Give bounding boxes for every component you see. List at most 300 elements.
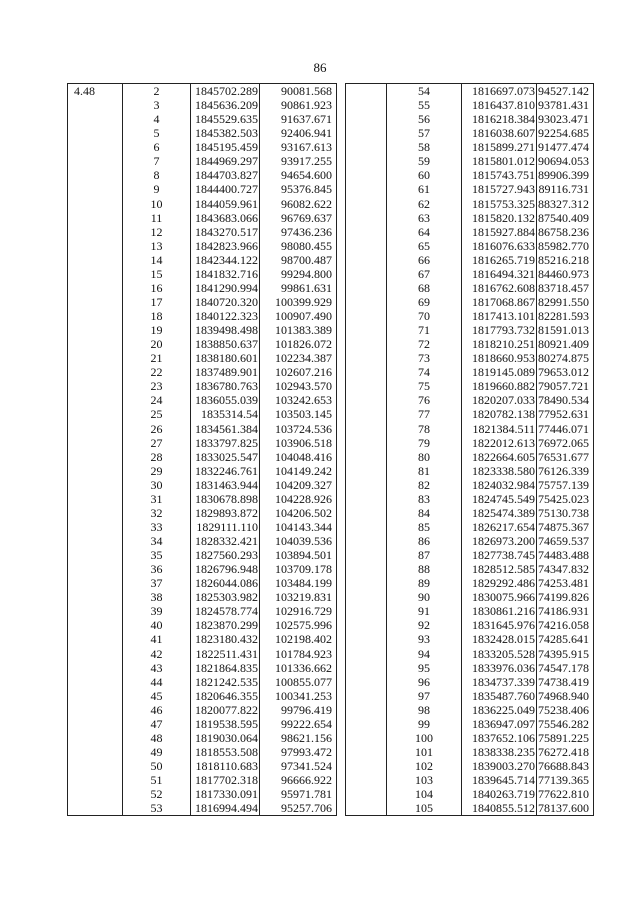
y-coordinate-cell: 78137.600 xyxy=(537,801,594,816)
y-coordinate-cell: 81591.013 xyxy=(537,323,594,337)
x-coordinate-cell: 1832428.015 xyxy=(462,632,537,646)
y-coordinate-cell: 85982.770 xyxy=(537,239,594,253)
point-number-cell: 25 xyxy=(123,407,191,421)
point-number-cell: 43 xyxy=(123,661,191,675)
point-number-cell: 51 xyxy=(123,773,191,787)
table-row xyxy=(68,126,337,140)
label-cell xyxy=(346,590,387,604)
x-coordinate-cell: 1816218.384 xyxy=(462,112,537,126)
y-coordinate-cell: 74186.931 xyxy=(537,604,594,618)
label-cell xyxy=(68,379,123,393)
table-row xyxy=(346,309,594,323)
table-row xyxy=(346,422,594,436)
x-coordinate-cell: 1823180.432 xyxy=(191,632,260,646)
point-number-cell: 49 xyxy=(123,745,191,759)
label-cell xyxy=(68,267,123,281)
y-coordinate-cell: 100399.929 xyxy=(260,295,337,309)
point-number-cell: 33 xyxy=(123,520,191,534)
y-coordinate-cell: 91637.671 xyxy=(260,112,337,126)
table-row xyxy=(346,759,594,773)
label-cell xyxy=(346,126,387,140)
label-cell xyxy=(68,337,123,351)
table-row xyxy=(68,632,337,646)
point-number-cell: 37 xyxy=(123,576,191,590)
point-number-cell: 97 xyxy=(387,689,462,703)
table-row xyxy=(346,801,594,816)
label-cell xyxy=(68,239,123,253)
label-cell xyxy=(68,534,123,548)
table-row xyxy=(346,661,594,675)
x-coordinate-cell: 1829111.110 xyxy=(191,520,260,534)
x-coordinate-cell: 1843683.066 xyxy=(191,211,260,225)
x-coordinate-cell: 1819538.595 xyxy=(191,717,260,731)
y-coordinate-cell: 75238.406 xyxy=(537,703,594,717)
point-number-cell: 60 xyxy=(387,168,462,182)
point-number-cell: 3 xyxy=(123,98,191,112)
x-coordinate-cell: 1836225.049 xyxy=(462,703,537,717)
table-row xyxy=(346,450,594,464)
point-number-cell: 96 xyxy=(387,675,462,689)
y-coordinate-cell: 96666.922 xyxy=(260,773,337,787)
y-coordinate-cell: 76272.418 xyxy=(537,745,594,759)
label-cell xyxy=(346,464,387,478)
point-number-cell: 30 xyxy=(123,478,191,492)
label-cell xyxy=(68,182,123,196)
y-coordinate-cell: 104039.536 xyxy=(260,534,337,548)
table-row xyxy=(346,576,594,590)
label-cell xyxy=(68,618,123,632)
table-row xyxy=(346,112,594,126)
x-coordinate-cell: 1840263.719 xyxy=(462,787,537,801)
y-coordinate-cell: 99222.654 xyxy=(260,717,337,731)
label-cell xyxy=(68,590,123,604)
point-number-cell: 29 xyxy=(123,464,191,478)
label-cell xyxy=(346,520,387,534)
y-coordinate-cell: 74968.940 xyxy=(537,689,594,703)
label-cell xyxy=(68,548,123,562)
table-row xyxy=(346,520,594,534)
label-cell xyxy=(68,126,123,140)
y-coordinate-cell: 103242.653 xyxy=(260,393,337,407)
point-number-cell: 10 xyxy=(123,197,191,211)
point-number-cell: 78 xyxy=(387,422,462,436)
x-coordinate-cell: 1844059.961 xyxy=(191,197,260,211)
y-coordinate-cell: 74875.367 xyxy=(537,520,594,534)
x-coordinate-cell: 1832246.761 xyxy=(191,464,260,478)
y-coordinate-cell: 75891.225 xyxy=(537,731,594,745)
table-row xyxy=(68,422,337,436)
label-cell xyxy=(346,562,387,576)
x-coordinate-cell: 1819660.882 xyxy=(462,379,537,393)
x-coordinate-cell: 1837489.901 xyxy=(191,365,260,379)
label-cell xyxy=(346,787,387,801)
x-coordinate-cell: 1828512.585 xyxy=(462,562,537,576)
point-number-cell: 91 xyxy=(387,604,462,618)
x-coordinate-cell: 1817702.318 xyxy=(191,773,260,787)
table-row xyxy=(68,337,337,351)
point-number-cell: 80 xyxy=(387,450,462,464)
y-coordinate-cell: 91477.474 xyxy=(537,140,594,154)
x-coordinate-cell: 1820207.033 xyxy=(462,393,537,407)
x-coordinate-cell: 1836780.763 xyxy=(191,379,260,393)
y-coordinate-cell: 79653.012 xyxy=(537,365,594,379)
label-cell xyxy=(68,211,123,225)
label-cell xyxy=(68,309,123,323)
x-coordinate-cell: 1827560.293 xyxy=(191,548,260,562)
label-cell xyxy=(346,731,387,745)
label-cell xyxy=(68,140,123,154)
x-coordinate-cell: 1816076.633 xyxy=(462,239,537,253)
label-cell xyxy=(346,506,387,520)
x-coordinate-cell: 1815743.751 xyxy=(462,168,537,182)
x-coordinate-cell: 1821384.511 xyxy=(462,422,537,436)
table-row xyxy=(68,745,337,759)
table-row xyxy=(68,393,337,407)
point-number-cell: 64 xyxy=(387,225,462,239)
label-cell xyxy=(68,731,123,745)
x-coordinate-cell: 1834737.339 xyxy=(462,675,537,689)
label-cell xyxy=(68,632,123,646)
table-row xyxy=(68,351,337,365)
x-coordinate-cell: 1840122.323 xyxy=(191,309,260,323)
label-cell xyxy=(68,689,123,703)
label-cell xyxy=(68,801,123,816)
label-cell xyxy=(68,450,123,464)
label-cell xyxy=(346,239,387,253)
label-cell xyxy=(68,464,123,478)
point-number-cell: 57 xyxy=(387,126,462,140)
y-coordinate-cell: 76126.339 xyxy=(537,464,594,478)
table-row xyxy=(346,492,594,506)
table-row xyxy=(68,661,337,675)
x-coordinate-cell: 1815727.943 xyxy=(462,182,537,196)
table-row xyxy=(68,450,337,464)
y-coordinate-cell: 97341.524 xyxy=(260,759,337,773)
point-number-cell: 27 xyxy=(123,436,191,450)
table-row xyxy=(68,323,337,337)
label-cell xyxy=(68,745,123,759)
coordinates-table-left xyxy=(67,83,337,816)
table-row xyxy=(68,773,337,787)
x-coordinate-cell: 1823870.299 xyxy=(191,618,260,632)
label-cell xyxy=(346,703,387,717)
y-coordinate-cell: 102234.387 xyxy=(260,351,337,365)
x-coordinate-cell: 1835487.760 xyxy=(462,689,537,703)
x-coordinate-cell: 1836947.097 xyxy=(462,717,537,731)
point-number-cell: 16 xyxy=(123,281,191,295)
label-cell xyxy=(68,787,123,801)
point-number-cell: 38 xyxy=(123,590,191,604)
x-coordinate-cell: 1837652.106 xyxy=(462,731,537,745)
label-cell xyxy=(346,295,387,309)
point-number-cell: 8 xyxy=(123,168,191,182)
table-row xyxy=(68,801,337,816)
table-row xyxy=(346,787,594,801)
label-cell xyxy=(68,112,123,126)
point-number-cell: 79 xyxy=(387,436,462,450)
point-number-cell: 7 xyxy=(123,154,191,168)
label-cell xyxy=(346,281,387,295)
table-row xyxy=(346,773,594,787)
table-row xyxy=(346,745,594,759)
x-coordinate-cell: 1841290.994 xyxy=(191,281,260,295)
x-coordinate-cell: 1817413.101 xyxy=(462,309,537,323)
x-coordinate-cell: 1826973.200 xyxy=(462,534,537,548)
label-cell xyxy=(346,801,387,816)
y-coordinate-cell: 101826.072 xyxy=(260,337,337,351)
y-coordinate-cell: 104228.926 xyxy=(260,492,337,506)
point-number-cell: 104 xyxy=(387,787,462,801)
table-row xyxy=(346,632,594,646)
table-row xyxy=(68,492,337,506)
y-coordinate-cell: 74738.419 xyxy=(537,675,594,689)
x-coordinate-cell: 1831645.976 xyxy=(462,618,537,632)
table-row xyxy=(68,562,337,576)
point-number-cell: 41 xyxy=(123,632,191,646)
point-number-cell: 103 xyxy=(387,773,462,787)
table-row xyxy=(68,295,337,309)
point-number-cell: 32 xyxy=(123,506,191,520)
point-number-cell: 45 xyxy=(123,689,191,703)
coordinates-table-right xyxy=(345,83,594,816)
point-number-cell: 63 xyxy=(387,211,462,225)
y-coordinate-cell: 101336.662 xyxy=(260,661,337,675)
table-row xyxy=(68,548,337,562)
x-coordinate-cell: 1843270.517 xyxy=(191,225,260,239)
table-row xyxy=(68,436,337,450)
point-number-cell: 35 xyxy=(123,548,191,562)
label-cell xyxy=(68,422,123,436)
y-coordinate-cell: 77622.810 xyxy=(537,787,594,801)
label-cell xyxy=(346,661,387,675)
label-cell xyxy=(346,407,387,421)
x-coordinate-cell: 1839645.714 xyxy=(462,773,537,787)
label-cell xyxy=(346,632,387,646)
point-number-cell: 95 xyxy=(387,661,462,675)
y-coordinate-cell: 86758.236 xyxy=(537,225,594,239)
label-cell xyxy=(346,534,387,548)
table-row xyxy=(68,703,337,717)
point-number-cell: 6 xyxy=(123,140,191,154)
x-coordinate-cell: 1839003.270 xyxy=(462,759,537,773)
x-coordinate-cell: 1824745.549 xyxy=(462,492,537,506)
label-cell xyxy=(68,576,123,590)
point-number-cell: 68 xyxy=(387,281,462,295)
label-cell xyxy=(346,436,387,450)
table-row xyxy=(346,140,594,154)
table-row xyxy=(68,407,337,421)
x-coordinate-cell: 1822511.431 xyxy=(191,647,260,661)
point-number-cell: 94 xyxy=(387,647,462,661)
table-label: 4.48 xyxy=(68,84,123,99)
table-row xyxy=(68,618,337,632)
page-number: 86 xyxy=(313,60,327,75)
label-cell xyxy=(346,759,387,773)
y-coordinate-cell: 78490.534 xyxy=(537,393,594,407)
x-coordinate-cell: 1824578.774 xyxy=(191,604,260,618)
x-coordinate-cell: 1826044.086 xyxy=(191,576,260,590)
label-cell xyxy=(68,647,123,661)
y-coordinate-cell: 90861.923 xyxy=(260,98,337,112)
y-coordinate-cell: 93167.613 xyxy=(260,140,337,154)
y-coordinate-cell: 99294.800 xyxy=(260,267,337,281)
point-number-cell: 81 xyxy=(387,464,462,478)
y-coordinate-cell: 99861.631 xyxy=(260,281,337,295)
point-number-cell: 82 xyxy=(387,478,462,492)
x-coordinate-cell: 1840720.320 xyxy=(191,295,260,309)
point-number-cell: 87 xyxy=(387,548,462,562)
point-number-cell: 28 xyxy=(123,450,191,464)
y-coordinate-cell: 74347.832 xyxy=(537,562,594,576)
label-cell xyxy=(68,675,123,689)
table-row xyxy=(68,379,337,393)
y-coordinate-cell: 76972.065 xyxy=(537,436,594,450)
table-row xyxy=(68,84,337,99)
table-row xyxy=(68,731,337,745)
table-row xyxy=(68,239,337,253)
label-cell xyxy=(346,197,387,211)
table-row xyxy=(68,675,337,689)
y-coordinate-cell: 76531.677 xyxy=(537,450,594,464)
x-coordinate-cell: 1845529.635 xyxy=(191,112,260,126)
y-coordinate-cell: 104206.502 xyxy=(260,506,337,520)
x-coordinate-cell: 1817793.732 xyxy=(462,323,537,337)
table-row xyxy=(346,436,594,450)
table-row xyxy=(346,351,594,365)
y-coordinate-cell: 74395.915 xyxy=(537,647,594,661)
x-coordinate-cell: 1818110.683 xyxy=(191,759,260,773)
table-row xyxy=(346,253,594,267)
point-number-cell: 56 xyxy=(387,112,462,126)
point-number-cell: 20 xyxy=(123,337,191,351)
x-coordinate-cell: 1816994.494 xyxy=(191,801,260,816)
x-coordinate-cell: 1815899.271 xyxy=(462,140,537,154)
table-row xyxy=(68,717,337,731)
table-row xyxy=(346,379,594,393)
x-coordinate-cell: 1833976.036 xyxy=(462,661,537,675)
x-coordinate-cell: 1820646.355 xyxy=(191,689,260,703)
label-cell xyxy=(346,478,387,492)
label-cell xyxy=(68,478,123,492)
x-coordinate-cell: 1840855.512 xyxy=(462,801,537,816)
point-number-cell: 52 xyxy=(123,787,191,801)
x-coordinate-cell: 1822664.605 xyxy=(462,450,537,464)
y-coordinate-cell: 95257.706 xyxy=(260,801,337,816)
x-coordinate-cell: 1842344.122 xyxy=(191,253,260,267)
point-number-cell: 73 xyxy=(387,351,462,365)
label-cell xyxy=(68,703,123,717)
table-row xyxy=(68,154,337,168)
label-cell xyxy=(68,506,123,520)
point-number-cell: 14 xyxy=(123,253,191,267)
y-coordinate-cell: 102943.570 xyxy=(260,379,337,393)
label-cell xyxy=(346,379,387,393)
x-coordinate-cell: 1827738.745 xyxy=(462,548,537,562)
y-coordinate-cell: 93023.471 xyxy=(537,112,594,126)
y-coordinate-cell: 75546.282 xyxy=(537,717,594,731)
x-coordinate-cell: 1844400.727 xyxy=(191,182,260,196)
x-coordinate-cell: 1845702.289 xyxy=(191,84,260,99)
table-row xyxy=(346,98,594,112)
point-number-cell: 39 xyxy=(123,604,191,618)
y-coordinate-cell: 95971.781 xyxy=(260,787,337,801)
y-coordinate-cell: 90081.568 xyxy=(260,84,337,99)
y-coordinate-cell: 103503.145 xyxy=(260,407,337,421)
y-coordinate-cell: 100907.490 xyxy=(260,309,337,323)
y-coordinate-cell: 104149.242 xyxy=(260,464,337,478)
x-coordinate-cell: 1829292.486 xyxy=(462,576,537,590)
y-coordinate-cell: 89906.399 xyxy=(537,168,594,182)
point-number-cell: 72 xyxy=(387,337,462,351)
y-coordinate-cell: 80921.409 xyxy=(537,337,594,351)
table-row xyxy=(68,604,337,618)
table-row xyxy=(68,253,337,267)
point-number-cell: 77 xyxy=(387,407,462,421)
label-cell xyxy=(346,450,387,464)
label-cell xyxy=(346,492,387,506)
point-number-cell: 69 xyxy=(387,295,462,309)
label-cell xyxy=(346,253,387,267)
table-row xyxy=(68,506,337,520)
y-coordinate-cell: 94527.142 xyxy=(537,84,594,99)
table-row xyxy=(346,84,594,99)
table-row xyxy=(346,647,594,661)
y-coordinate-cell: 87540.409 xyxy=(537,211,594,225)
table-row xyxy=(346,562,594,576)
table-row xyxy=(346,548,594,562)
y-coordinate-cell: 92406.941 xyxy=(260,126,337,140)
point-number-cell: 59 xyxy=(387,154,462,168)
y-coordinate-cell: 101383.389 xyxy=(260,323,337,337)
point-number-cell: 74 xyxy=(387,365,462,379)
point-number-cell: 11 xyxy=(123,211,191,225)
table-row xyxy=(346,295,594,309)
label-cell xyxy=(346,98,387,112)
y-coordinate-cell: 94654.600 xyxy=(260,168,337,182)
label-cell xyxy=(68,492,123,506)
table-row xyxy=(346,197,594,211)
label-cell xyxy=(346,675,387,689)
y-coordinate-cell: 74285.641 xyxy=(537,632,594,646)
point-number-cell: 61 xyxy=(387,182,462,196)
y-coordinate-cell: 96769.637 xyxy=(260,211,337,225)
table-row xyxy=(346,168,594,182)
y-coordinate-cell: 104143.344 xyxy=(260,520,337,534)
table-row xyxy=(346,154,594,168)
x-coordinate-cell: 1826217.654 xyxy=(462,520,537,534)
point-number-cell: 40 xyxy=(123,618,191,632)
point-number-cell: 102 xyxy=(387,759,462,773)
table-row xyxy=(68,112,337,126)
y-coordinate-cell: 82281.593 xyxy=(537,309,594,323)
x-coordinate-cell: 1833025.547 xyxy=(191,450,260,464)
y-coordinate-cell: 77139.365 xyxy=(537,773,594,787)
x-coordinate-cell: 1830861.216 xyxy=(462,604,537,618)
table-row xyxy=(346,675,594,689)
point-number-cell: 46 xyxy=(123,703,191,717)
x-coordinate-cell: 1815753.325 xyxy=(462,197,537,211)
y-coordinate-cell: 89116.731 xyxy=(537,182,594,196)
x-coordinate-cell: 1823338.580 xyxy=(462,464,537,478)
y-coordinate-cell: 75130.738 xyxy=(537,506,594,520)
label-cell xyxy=(346,773,387,787)
table-row xyxy=(346,604,594,618)
label-cell xyxy=(68,436,123,450)
point-number-cell: 53 xyxy=(123,801,191,816)
point-number-cell: 88 xyxy=(387,562,462,576)
label-cell xyxy=(68,717,123,731)
point-number-cell: 34 xyxy=(123,534,191,548)
